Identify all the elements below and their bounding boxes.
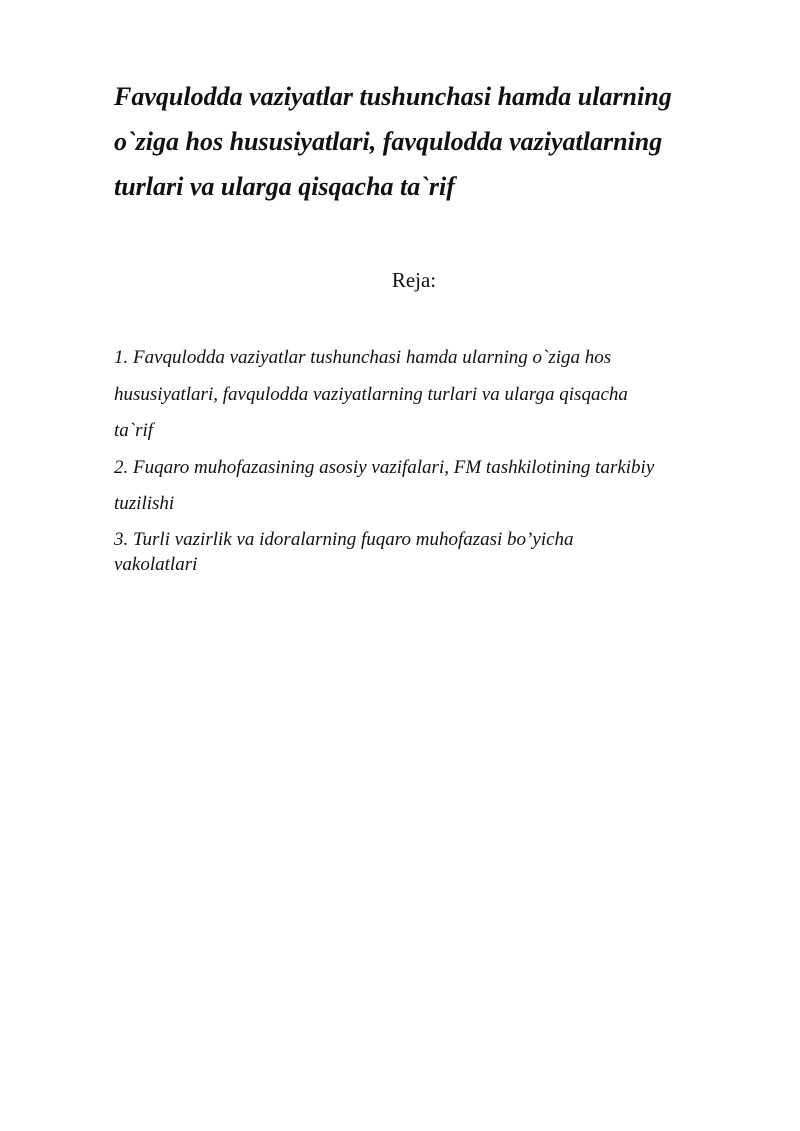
plan-item-line: 1. Favqulodda vaziyatlar tushunchasi hamda ularning o`ziga hos bbox=[114, 347, 612, 368]
plan-heading: Reja: bbox=[391, 268, 437, 292]
title-line: o`ziga hos hususiyatlari, favqulodda vaziyatlarning bbox=[114, 127, 663, 156]
plan-list bbox=[114, 340, 754, 577]
plan-item bbox=[114, 340, 754, 450]
title-line: turlari va ularga qisqacha ta`rif bbox=[114, 172, 455, 201]
plan-item-line: 3. Turli vazirlik va idoralarning fuqaro muhofazasi bo’yicha bbox=[114, 528, 574, 550]
plan-item bbox=[114, 450, 754, 523]
plan-item bbox=[114, 527, 754, 577]
title-line: Favqulodda vaziyatlar tushunchasi hamda ularning bbox=[114, 82, 672, 111]
plan-item-line: ta`rif bbox=[114, 420, 154, 441]
plan-item-line: vakolatlari bbox=[114, 553, 198, 575]
plan-item-line: hususiyatlari, favqulodda vaziyatlarning turlari va ularga qisqacha bbox=[114, 383, 628, 405]
document-title bbox=[114, 74, 754, 209]
plan-item-line: tuzilishi bbox=[114, 493, 175, 514]
plan-item-line: 2. Fuqaro muhofazasining asosiy vazifalari, FM tashkilotining tarkibiy bbox=[114, 456, 655, 478]
